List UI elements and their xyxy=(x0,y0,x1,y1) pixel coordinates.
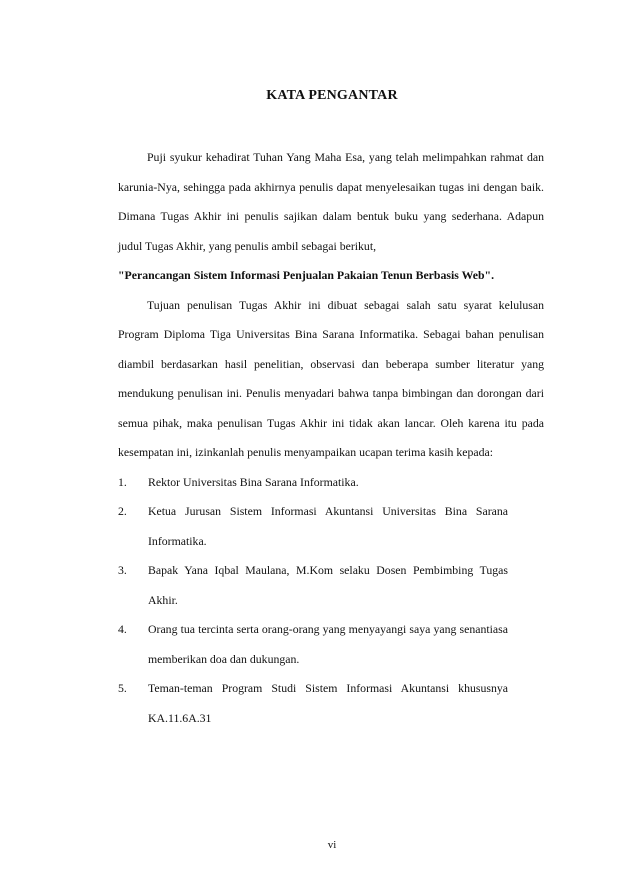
list-text: Teman-teman Program Studi Sistem Informasi Akuntansi khususnya KA.11.6A.31 xyxy=(148,681,508,725)
list-text: Orang tua tercinta serta orang-orang yang menyayangi saya yang senantiasa memberikan doa dan dukungan. xyxy=(148,622,508,666)
list-number: 3. xyxy=(118,563,127,577)
list-number: 5. xyxy=(118,681,127,695)
project-title: "Perancangan Sistem Informasi Penjualan Pakaian Tenun Berbasis Web". xyxy=(118,268,495,282)
list-item xyxy=(118,674,508,733)
list-number: 2. xyxy=(118,504,127,518)
list-item xyxy=(118,556,508,615)
document-body xyxy=(118,143,544,733)
acknowledgement-list xyxy=(118,468,508,734)
list-text: Rektor Universitas Bina Sarana Informatika. xyxy=(148,474,359,489)
paragraph-2: Tujuan penulisan Tugas Akhir ini dibuat sebagai salah satu syarat kelulusan Program Diploma Tiga Universitas Bina Sarana Informatika. Sebagai bahan penulisan diambil berdasarkan hasil penelitian, observasi dan beberapa sumber literatur yang mendukung penulisan ini. Penulis menyadari bahwa tanpa bimbingan dan dorongan dari semua pihak, maka penulisan Tugas Akhir ini tidak akan lancar. Oleh karena itu pada kesempatan ini, izinkanlah penulis menyampaikan ucapan terima kasih kepada: xyxy=(118,297,544,459)
list-text: Ketua Jurusan Sistem Informasi Akuntansi Universitas Bina Sarana Informatika. xyxy=(148,504,508,548)
paragraph-1 xyxy=(118,143,544,291)
paragraph-1-text: Puji syukur kehadirat Tuhan Yang Maha Esa, yang telah melimpahkan rahmat dan karunia-Nya, sehingga pada akhirnya penulis dapat menyelesaikan tugas ini dengan baik. Dimana Tugas Akhir ini penulis sajikan dalam bentuk buku yang sederhana. Adapun judul Tugas Akhir, yang penulis ambil sebagai berikut, xyxy=(118,150,544,253)
page-number: vi xyxy=(327,839,337,851)
page-title: KATA PENGANTAR xyxy=(266,88,398,103)
list-number: 4. xyxy=(118,622,127,636)
list-item xyxy=(118,497,508,556)
list-text: Bapak Yana Iqbal Maulana, M.Kom selaku Dosen Pembimbing Tugas Akhir. xyxy=(148,563,508,607)
list-item xyxy=(118,615,508,674)
list-item xyxy=(118,468,508,498)
list-number: 1. xyxy=(118,474,127,489)
